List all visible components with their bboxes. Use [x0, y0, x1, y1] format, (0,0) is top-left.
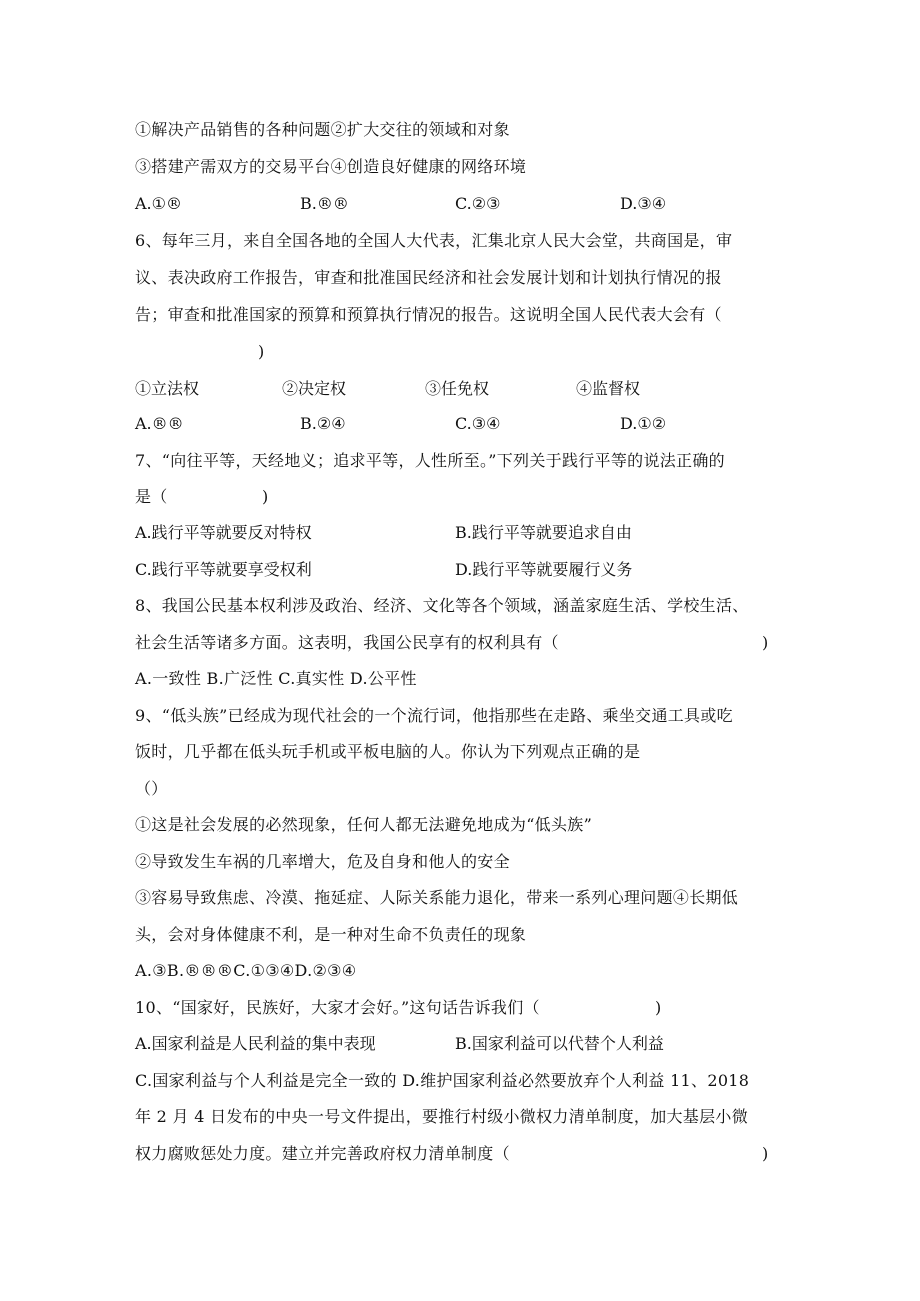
q5-item-line-2: ③搭建产需双方的交易平台④创造良好健康的网络环境	[135, 157, 527, 176]
q9-item-1: ①这是社会发展的必然现象，任何人都无法避免地成为“低头族”	[135, 815, 593, 834]
q11-line-1: 年 2 月 4 日发布的中央一号文件提出，要推行村级小微权力清单制度，加大基层小微	[135, 1107, 749, 1126]
q7-line-2: 是（	[135, 487, 168, 506]
q8-close-paren: )	[762, 633, 769, 652]
q5-option-c: C.②③	[455, 194, 501, 213]
q5-item-line-1: ①解决产品销售的各种问题②扩大交往的领域和对象	[135, 120, 510, 139]
q5-option-b: B.®®	[300, 194, 349, 213]
q6-item-4: ④监督权	[576, 379, 641, 398]
q11-close-paren: )	[762, 1144, 769, 1163]
q9-line-3: （）	[135, 779, 168, 798]
q6-close-paren: )	[258, 342, 265, 361]
q7-option-a: A.践行平等就要反对特权	[135, 523, 312, 542]
q6-item-3: ③任免权	[425, 379, 490, 398]
q6-option-b: B.②④	[300, 414, 346, 433]
q10-option-a: A.国家利益是人民利益的集中表现	[135, 1034, 376, 1053]
q9-line-1: 9、“低头族”已经成为现代社会的一个流行词，他指那些在走路、乘坐交通工具或吃	[135, 706, 733, 725]
q6-line-3: 告；审查和批准国家的预算和预算执行情况的报告。这说明全国人民代表大会有（	[135, 305, 722, 324]
q6-line-2: 议、表决政府工作报告，审查和批准国民经济和社会发展计划和计划执行情况的报	[135, 268, 722, 287]
q8-line-1: 8、我国公民基本权利涉及政治、经济、文化等各个领域，涵盖家庭生活、学校生活、	[135, 596, 749, 615]
q9-item-2: ②导致发生车祸的几率增大，危及自身和他人的安全	[135, 852, 510, 871]
q7-option-c: C.践行平等就要享受权利	[135, 560, 312, 579]
q6-option-a: A.®®	[135, 414, 184, 433]
q6-line-1: 6、每年三月，来自全国各地的全国人大代表，汇集北京人民大会堂，共商国是，审	[135, 231, 733, 250]
q5-option-d: D.③④	[620, 194, 667, 213]
q10-line-2: C.国家利益与个人利益是完全一致的 D.维护国家利益必然要放弃个人利益 11、2018	[135, 1071, 750, 1090]
q11-line-2: 权力腐败惩处力度。建立并完善政府权力清单制度（	[135, 1144, 510, 1163]
q7-close-paren: )	[262, 487, 269, 506]
q8-options: A.一致性 B.广泛性 C.真实性 D.公平性	[135, 669, 417, 688]
q6-option-d: D.①②	[620, 414, 667, 433]
q9-line-2: 饭时，几乎都在低头玩手机或平板电脑的人。你认为下列观点正确的是	[135, 742, 641, 761]
q8-line-2: 社会生活等诸多方面。这表明，我国公民享有的权利具有（	[135, 633, 559, 652]
q10-line-1: 10、“国家好，民族好，大家才会好。”这句话告诉我们（	[135, 998, 540, 1017]
q9-item-4: 头，会对身体健康不利，是一种对生命不负责任的现象	[135, 925, 527, 944]
q7-option-b: B.践行平等就要追求自由	[455, 523, 632, 542]
q5-option-a: A.①®	[135, 194, 182, 213]
q6-item-2: ②决定权	[282, 379, 347, 398]
q7-option-d: D.践行平等就要履行义务	[455, 560, 633, 579]
q10-close-paren: )	[655, 998, 662, 1017]
q9-options: A.③B.®®®C.①③④D.②③④	[135, 961, 357, 980]
q7-line-1: 7、“向往平等，天经地义；追求平等，人性所至。”下列关于践行平等的说法正确的	[135, 451, 725, 470]
q6-item-1: ①立法权	[135, 379, 200, 398]
q6-option-c: C.③④	[455, 414, 501, 433]
q9-item-3: ③容易导致焦虑、冷漠、拖延症、人际关系能力退化，带来一系列心理问题④长期低	[135, 888, 739, 907]
q10-option-b: B.国家利益可以代替个人利益	[455, 1034, 664, 1053]
